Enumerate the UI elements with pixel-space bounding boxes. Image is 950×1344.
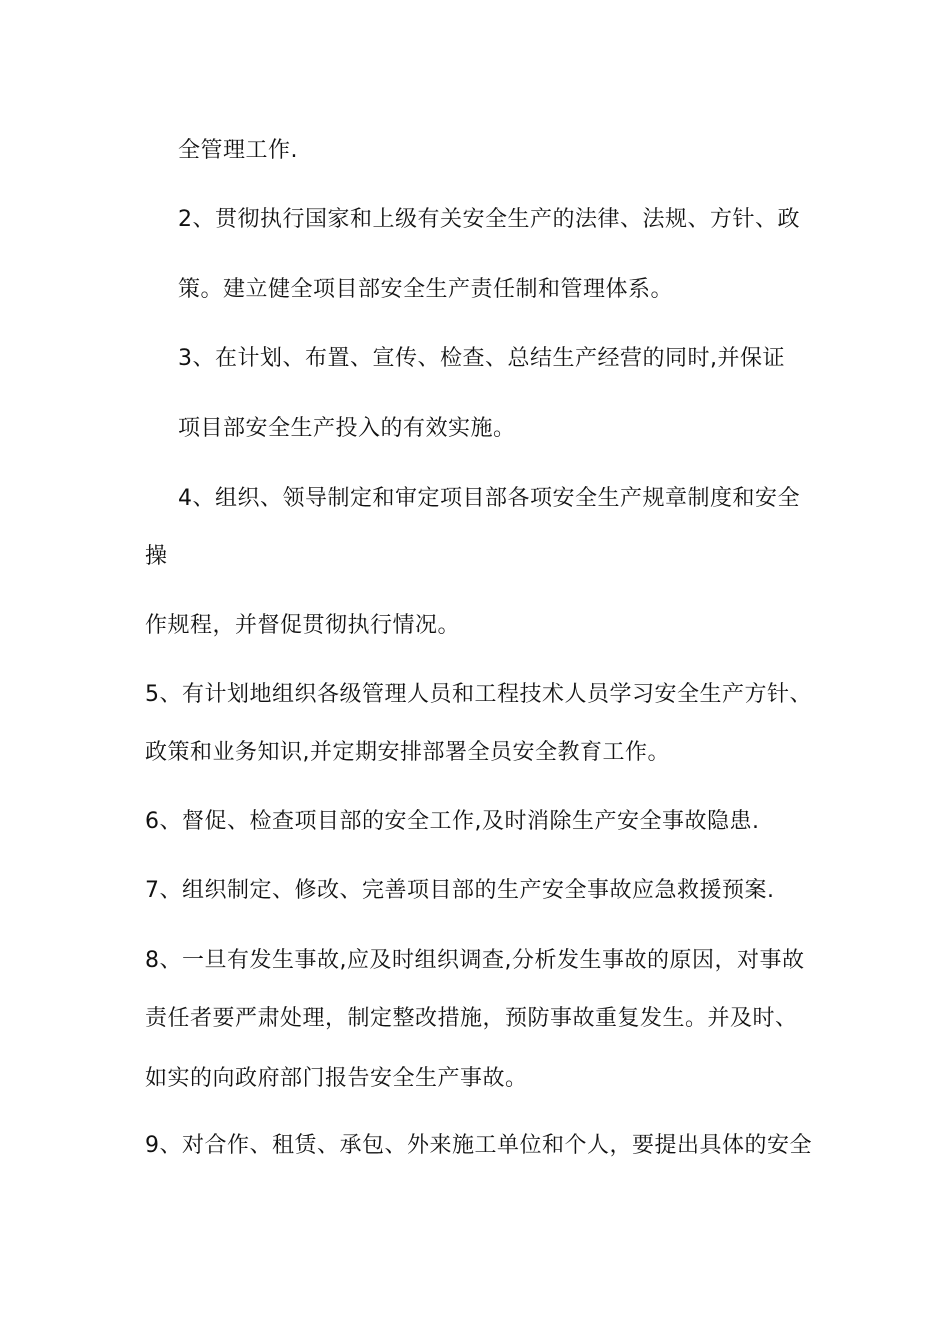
text-line-9: 5、有计划地组织各级管理人员和工程技术人员学习安全生产方针、 [145,682,812,707]
text-line-7: 操 [145,544,168,569]
text-line-1: 全管理工作. [178,138,298,163]
text-line-6: 4、组织、领导制定和审定项目部各项安全生产规章制度和安全 [178,486,800,511]
text-line-14: 责任者要严肃处理，制定整改措施，预防事故重复发生。并及时、 [145,1006,798,1031]
text-line-16: 9、对合作、租赁、承包、外来施工单位和个人，要提出具体的安全 [145,1133,812,1158]
text-line-2: 2、贯彻执行国家和上级有关安全生产的法律、法规、方针、政 [178,207,800,232]
text-line-13: 8、一旦有发生事故,应及时组织调查,分析发生事故的原因，对事故 [145,948,805,973]
text-line-4: 3、在计划、布置、宣传、检查、总结生产经营的同时,并保证 [178,346,785,371]
text-line-10: 政策和业务知识,并定期安排部署全员安全教育工作。 [145,740,670,765]
text-line-5: 项目部安全生产投入的有效实施。 [178,416,516,441]
text-line-3: 策。建立健全项目部安全生产责任制和管理体系。 [178,277,674,302]
text-line-11: 6、督促、检查项目部的安全工作,及时消除生产安全事故隐患. [145,809,760,834]
text-line-15: 如实的向政府部门报告安全生产事故。 [145,1066,528,1091]
text-line-12: 7、组织制定、修改、完善项目部的生产安全事故应急救援预案. [145,878,775,903]
text-line-8: 作规程，并督促贯彻执行情况。 [145,613,461,638]
